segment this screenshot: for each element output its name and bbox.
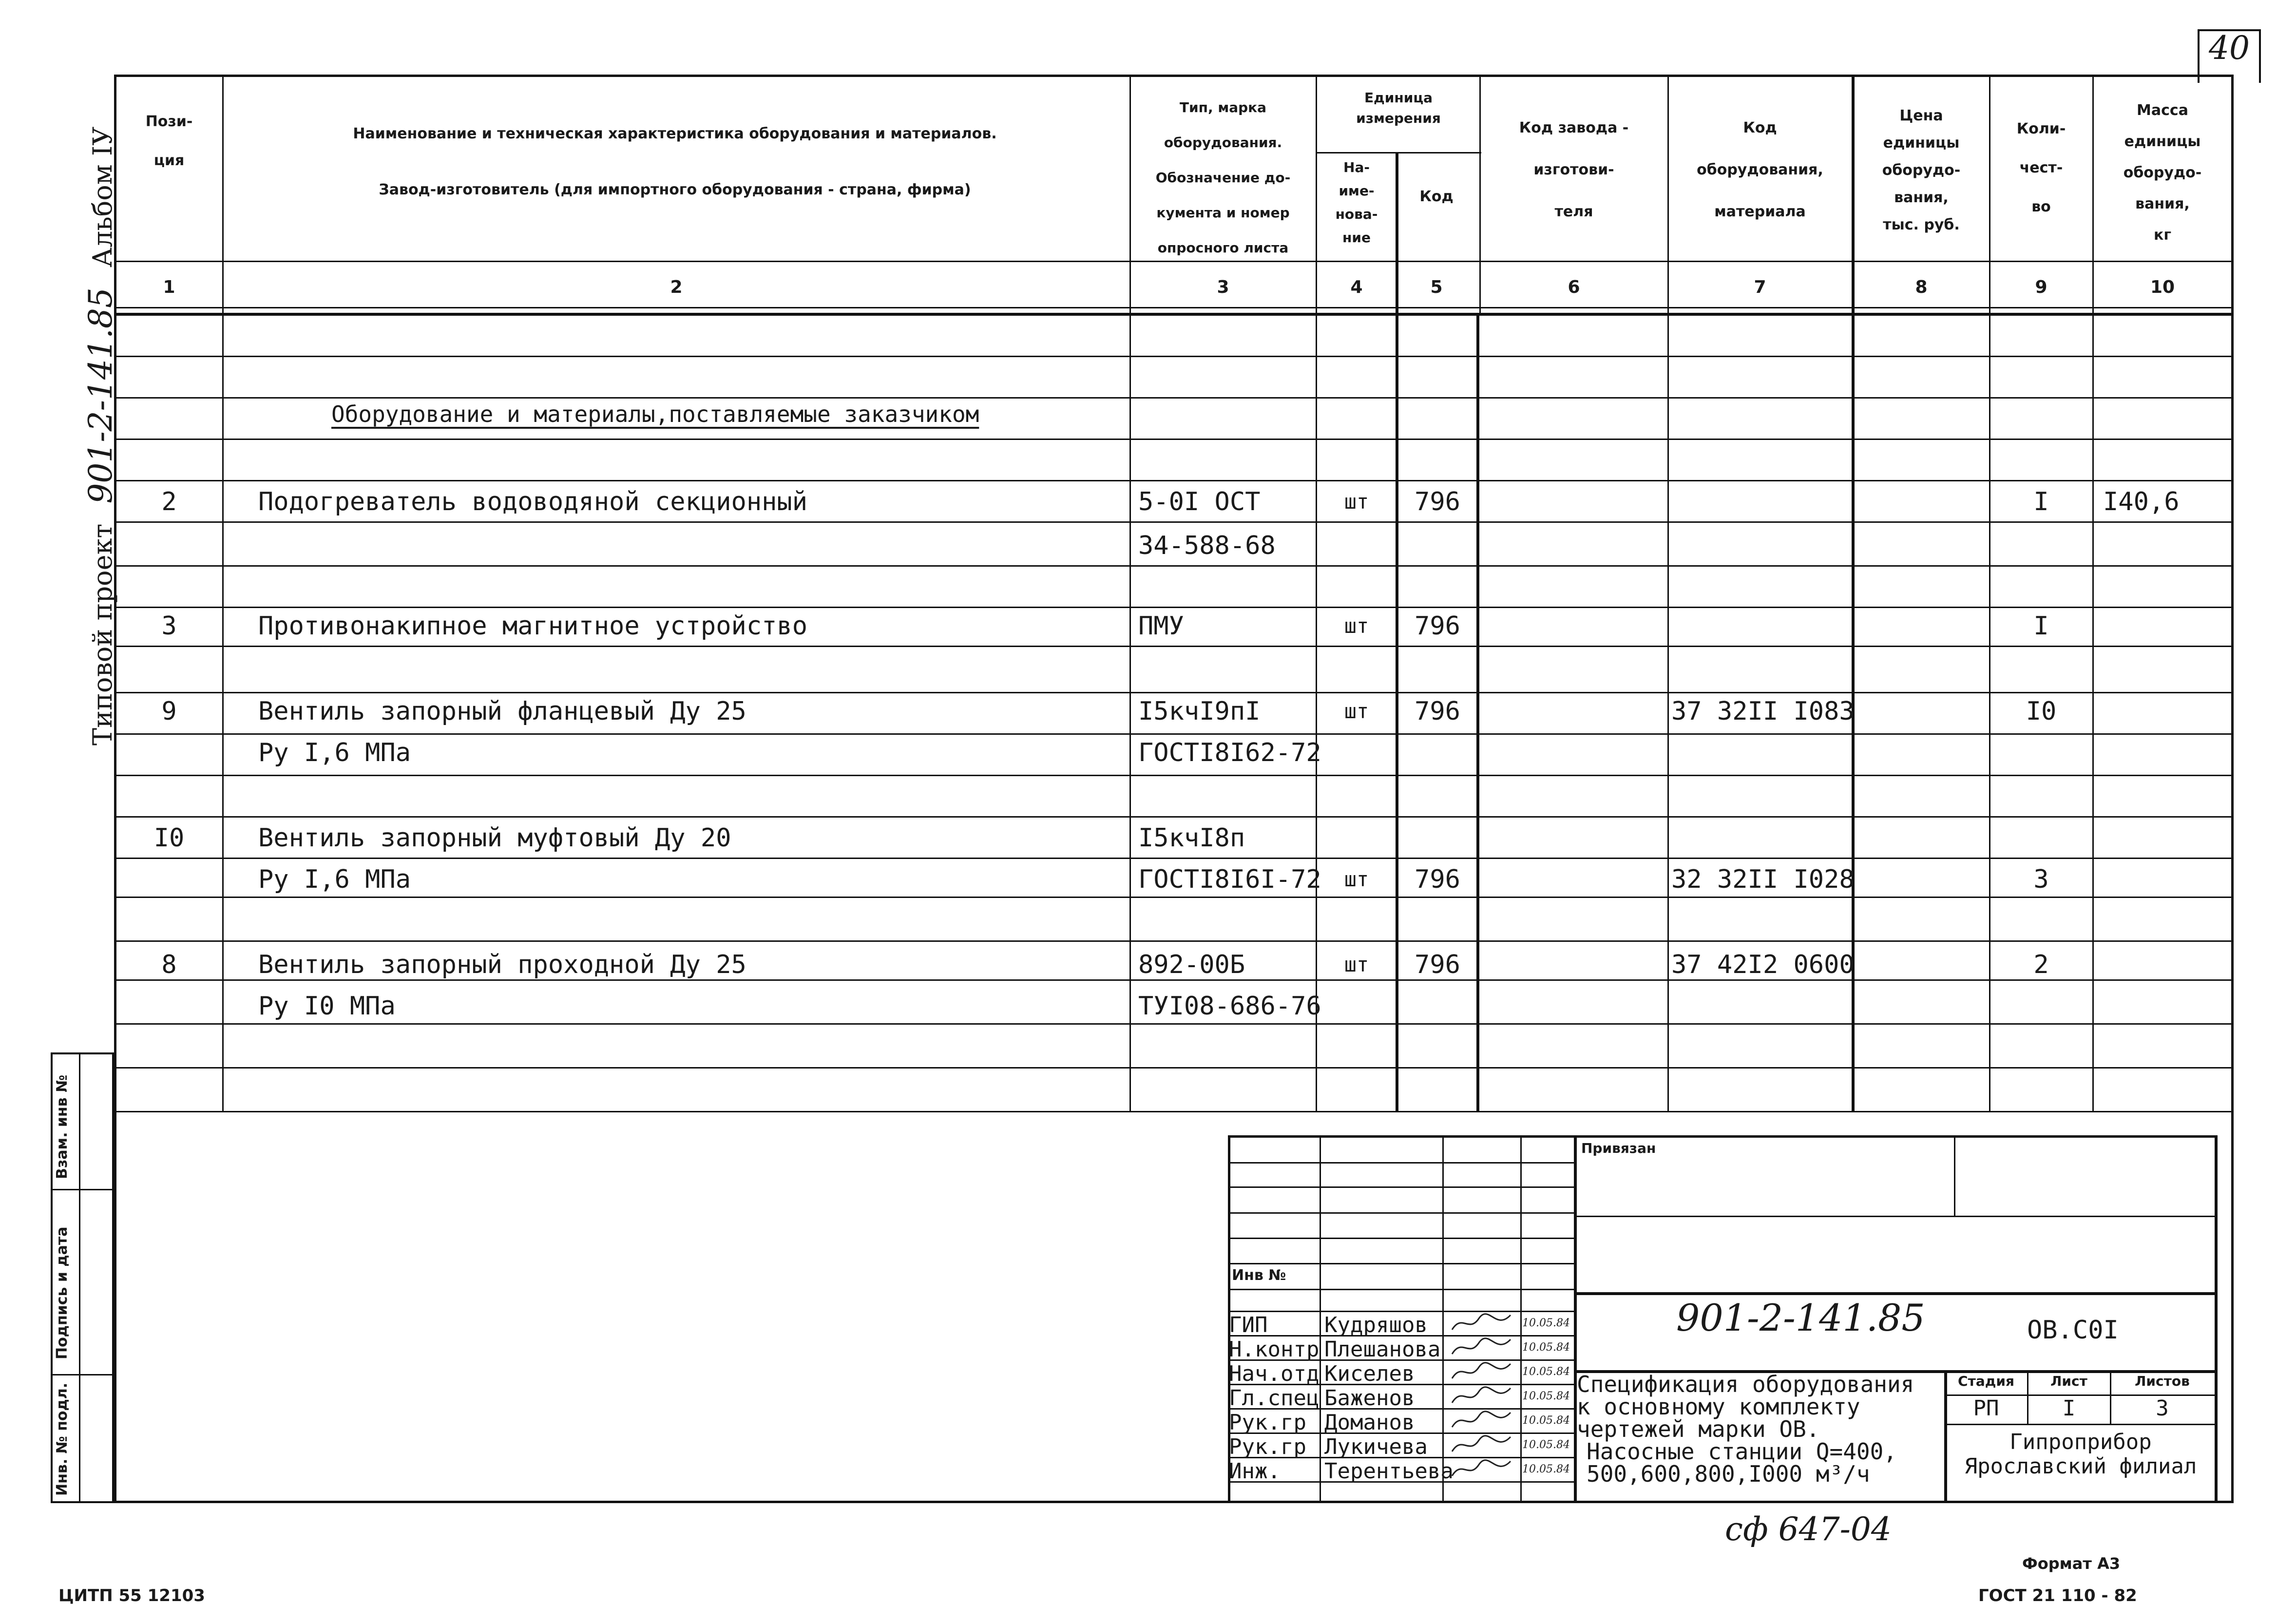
- inv-label: Инв №: [1232, 1267, 1286, 1284]
- title-block-line: [1228, 1263, 1574, 1264]
- title-block-line: [2110, 1370, 2111, 1424]
- header-mass: Масса единицы оборудо- вания, кг: [2123, 102, 2202, 244]
- table-line: [222, 1067, 2234, 1069]
- signature: [1450, 1384, 1513, 1412]
- left-stamp-sign-date: Подпись и дата: [54, 1226, 71, 1359]
- title-block-line: [1228, 1186, 1574, 1188]
- title-block-line: [1228, 1212, 1574, 1214]
- table-line: [222, 1023, 2234, 1025]
- table-line: [114, 940, 222, 942]
- person-name: Баженов: [1324, 1386, 1415, 1411]
- title-block-line: [1228, 1289, 1574, 1290]
- table-line: [222, 607, 2234, 608]
- person-name: Киселев: [1324, 1361, 1415, 1386]
- sign-date: 10.05.84: [1522, 1414, 1570, 1427]
- signature: [1450, 1409, 1513, 1436]
- table-line: [114, 733, 222, 735]
- table-line: [222, 480, 2234, 481]
- table-line: [114, 397, 222, 399]
- cell-unit: шт: [1344, 867, 1369, 891]
- table-line: [114, 439, 222, 440]
- title-block-line: [1228, 1162, 1574, 1164]
- cell-equip-code: 37 42I2 0600: [1671, 950, 1855, 979]
- cell-type: I5кчI8п: [1138, 823, 1245, 853]
- cell-name: Ру I,6 МПа: [258, 738, 411, 767]
- footer-right-gost: ГОСТ 21 110 - 82: [1978, 1586, 2137, 1605]
- sign-date: 10.05.84: [1522, 1317, 1570, 1329]
- title-block-line: [1228, 1311, 1574, 1312]
- cell-type: ПМУ: [1138, 611, 1184, 641]
- table-line: [1476, 313, 1479, 1111]
- title-block-line: [2027, 1370, 2028, 1424]
- table-line: [222, 75, 224, 1111]
- table-line: [1667, 75, 1669, 1111]
- person-name: Кудряшов: [1324, 1313, 1428, 1337]
- column-number: 2: [670, 277, 683, 297]
- table-line: [222, 521, 2234, 523]
- side-title-prefix: Типовой проект: [87, 523, 118, 745]
- sign-date: 10.05.84: [1522, 1366, 1570, 1378]
- side-title-project: 901-2-141.85: [82, 287, 119, 504]
- left-stamp-inv-no: Инв. № подл.: [54, 1382, 71, 1496]
- table-line: [114, 521, 222, 523]
- cell-code: 796: [1415, 611, 1460, 641]
- table-line: [114, 1111, 222, 1112]
- sheets-value: 3: [2156, 1396, 2169, 1421]
- table-line: [222, 692, 2234, 693]
- cell-unit: шт: [1344, 953, 1369, 976]
- privyazan-label: Привязан: [1581, 1140, 1656, 1156]
- table-line: [114, 480, 222, 481]
- sheet-value: I: [2062, 1396, 2076, 1421]
- title-block-line: [1574, 1292, 2217, 1295]
- cell-name: Вентиль запорный фланцевый Ду 25: [258, 697, 746, 726]
- column-number: 6: [1568, 277, 1580, 297]
- organization-branch: Ярославский филиал: [1964, 1454, 2197, 1479]
- table-line: [114, 313, 2234, 316]
- table-line: [1316, 75, 1317, 1111]
- cell-code: 796: [1415, 865, 1460, 894]
- cell-unit: шт: [1344, 614, 1369, 638]
- sheets-label: Листов: [2135, 1373, 2190, 1389]
- table-line: [114, 775, 222, 776]
- cell-qty: I0: [2026, 697, 2057, 726]
- cell-type: 5-0I ОСТ: [1138, 487, 1261, 516]
- table-line: [1129, 75, 1131, 1111]
- table-line: [222, 940, 2234, 942]
- table-line: [222, 858, 2234, 859]
- table-line: [222, 775, 2234, 776]
- header-unit-name: На- име- нова- ние: [1335, 159, 1378, 246]
- table-line: [1479, 75, 1481, 313]
- sheet-label: Лист: [2050, 1373, 2087, 1389]
- person-role: Нач.отд: [1229, 1361, 1320, 1386]
- spec-title: [1577, 1373, 1914, 1485]
- table-line: [114, 858, 222, 859]
- header-quantity: Коли- чест- во: [2016, 120, 2066, 215]
- header-unit-code: Код: [1419, 188, 1454, 205]
- cell-name: Противонакипное магнитное устройство: [258, 611, 808, 641]
- sign-date: 10.05.84: [1522, 1390, 1570, 1402]
- column-number: 10: [2150, 277, 2175, 297]
- column-number: 5: [1430, 277, 1443, 297]
- cell-equip-code: 37 32II I083: [1671, 697, 1855, 726]
- cell-mass: I40,6: [2103, 487, 2180, 516]
- cell-code: 796: [1415, 487, 1460, 516]
- title-block-line: [2215, 1135, 2218, 1503]
- cell-code: 796: [1415, 950, 1460, 979]
- cell-pos: 2: [161, 487, 177, 516]
- cell-type: 34-588-68: [1138, 531, 1276, 560]
- side-title: [82, 127, 119, 745]
- title-block-line: [1520, 1135, 1522, 1503]
- left-stamp-line: [51, 1374, 114, 1375]
- table-line: [114, 897, 222, 898]
- table-line: [114, 1067, 222, 1069]
- left-stamp-vzam: Взам. инв №: [54, 1074, 71, 1179]
- column-number: 3: [1217, 277, 1229, 297]
- table-line: [114, 1023, 222, 1025]
- cell-name: Вентиль запорный проходной Ду 25: [258, 950, 746, 979]
- cell-unit: шт: [1344, 490, 1369, 514]
- person-role: Рук.гр: [1229, 1410, 1306, 1435]
- spec-title-line: к основному комплекту: [1577, 1394, 1860, 1420]
- header-equipment-code: Код оборудования, материала: [1697, 119, 1823, 220]
- cell-name: Ру I0 МПа: [258, 992, 396, 1021]
- table-line: [2092, 75, 2094, 1111]
- spec-title-line: 500,600,800,I000 м³/ч: [1587, 1461, 1870, 1487]
- table-line: [114, 692, 222, 693]
- cell-type: ГОСТI8I62-72: [1138, 738, 1321, 767]
- sign-date: 10.05.84: [1522, 1463, 1570, 1475]
- title-block-line: [1228, 1238, 1574, 1239]
- table-line: [114, 356, 222, 357]
- person-name: Плешанова: [1324, 1337, 1441, 1362]
- person-name: Терентьева: [1324, 1459, 1454, 1484]
- signature: [1450, 1336, 1513, 1363]
- header-name-line2: Завод-изготовитель (для импортного оборудования - страна, фирма): [379, 181, 971, 198]
- title-block-line: [1944, 1424, 2217, 1425]
- column-number: 9: [2035, 277, 2047, 297]
- signature: [1450, 1433, 1513, 1460]
- cell-name: Подогреватель водоводяной секционный: [258, 487, 808, 516]
- table-line: [222, 439, 2234, 440]
- cell-qty: I: [2033, 611, 2049, 641]
- table-line: [114, 307, 2234, 308]
- stage-value: РП: [1973, 1396, 1999, 1421]
- table-line: [114, 607, 222, 608]
- title-block-line: [1320, 1135, 1321, 1503]
- table-line: [222, 733, 2234, 735]
- person-role: ГИП: [1229, 1313, 1268, 1337]
- cell-pos: 9: [161, 697, 177, 726]
- cell-qty: 2: [2033, 950, 2049, 979]
- column-number: 1: [163, 277, 175, 297]
- format-label: Формат А3: [2022, 1554, 2121, 1573]
- table-line: [1316, 152, 1481, 153]
- table-line: [222, 1111, 2234, 1112]
- cell-unit: шт: [1344, 699, 1369, 723]
- cell-qty: 3: [2033, 865, 2049, 894]
- table-line: [222, 565, 2234, 567]
- column-number: 8: [1915, 277, 1928, 297]
- header-name-line1: Наименование и техническая характеристика оборудования и материалов.: [353, 125, 997, 142]
- side-title-album: Альбом IУ: [87, 126, 118, 267]
- table-line: [222, 646, 2234, 647]
- spec-title-line: чертежей марки ОВ.: [1577, 1416, 1820, 1442]
- table-line: [114, 816, 222, 818]
- title-block-line: [1442, 1135, 1444, 1503]
- cell-type: 892-00Б: [1138, 950, 1245, 979]
- spec-title-line: Насосные станции Q=400,: [1587, 1438, 1897, 1465]
- header-price: Цена единицы оборудо- вания, тыс. руб.: [1882, 107, 1961, 233]
- table-line: [114, 565, 222, 567]
- person-name: Лукичева: [1324, 1434, 1428, 1459]
- header-position: Пози- ция: [145, 113, 193, 169]
- person-role: Рук.гр: [1229, 1434, 1306, 1459]
- sign-date: 10.05.84: [1522, 1341, 1570, 1354]
- cell-name: Ру I,6 МПа: [258, 865, 411, 894]
- sign-date: 10.05.84: [1522, 1439, 1570, 1451]
- left-stamp-line: [79, 1052, 80, 1503]
- table-line: [114, 646, 222, 647]
- signature: [1450, 1457, 1513, 1485]
- table-line: [222, 397, 2234, 399]
- person-role: Гл.спец: [1229, 1386, 1320, 1411]
- signature: [1450, 1311, 1513, 1338]
- sheet-number: 40: [2209, 29, 2250, 67]
- person-role: Н.контр: [1229, 1337, 1320, 1362]
- cell-qty: I: [2033, 487, 2049, 516]
- table-line: [114, 979, 222, 981]
- footer-left-code: ЦИТП 55 12103: [58, 1586, 205, 1605]
- cell-pos: 3: [161, 611, 177, 641]
- sheet-code: ОВ.С0I: [2027, 1316, 2119, 1345]
- spec-title-line: Спецификация оборудования: [1577, 1371, 1914, 1397]
- column-number: 7: [1754, 277, 1766, 297]
- cell-equip-code: 32 32II I028: [1671, 865, 1855, 894]
- person-name: Доманов: [1324, 1410, 1415, 1435]
- table-line: [222, 897, 2234, 898]
- cell-pos: I0: [153, 823, 185, 853]
- handwritten-code: сф 647-04: [1725, 1510, 1892, 1548]
- cell-name: Вентиль запорный муфтовый Ду 20: [258, 823, 731, 853]
- signature: [1450, 1360, 1513, 1387]
- cell-code: 796: [1415, 697, 1460, 726]
- header-manufacturer-code: Код завода - изготови- теля: [1519, 119, 1629, 220]
- cell-type: ТУI08-686-76: [1138, 992, 1321, 1021]
- person-role: Инж.: [1229, 1459, 1281, 1484]
- column-number: 4: [1350, 277, 1363, 297]
- cell-type: ГОСТI8I6I-72: [1138, 865, 1321, 894]
- organization-name: Гипроприбор: [2009, 1430, 2152, 1454]
- stage-label: Стадия: [1958, 1373, 2014, 1389]
- left-stamp-line: [51, 1189, 114, 1190]
- document-number: 901-2-141.85: [1676, 1296, 1925, 1339]
- section-title: Оборудование и материалы,поставляемые заказчиком: [331, 401, 979, 427]
- header-unit-group: Единица измерения: [1356, 90, 1441, 126]
- table-line: [222, 979, 2234, 981]
- title-block-line: [1954, 1135, 1955, 1216]
- cell-pos: 8: [161, 950, 177, 979]
- header-type: Тип, марка оборудования. Обозначение до- кумента и номер опросного листа: [1155, 99, 1291, 256]
- table-line: [1989, 75, 1990, 1111]
- cell-type: I5кчI9пI: [1138, 697, 1261, 726]
- title-block-line: [1574, 1216, 2217, 1217]
- table-line: [222, 816, 2234, 818]
- table-line: [222, 356, 2234, 357]
